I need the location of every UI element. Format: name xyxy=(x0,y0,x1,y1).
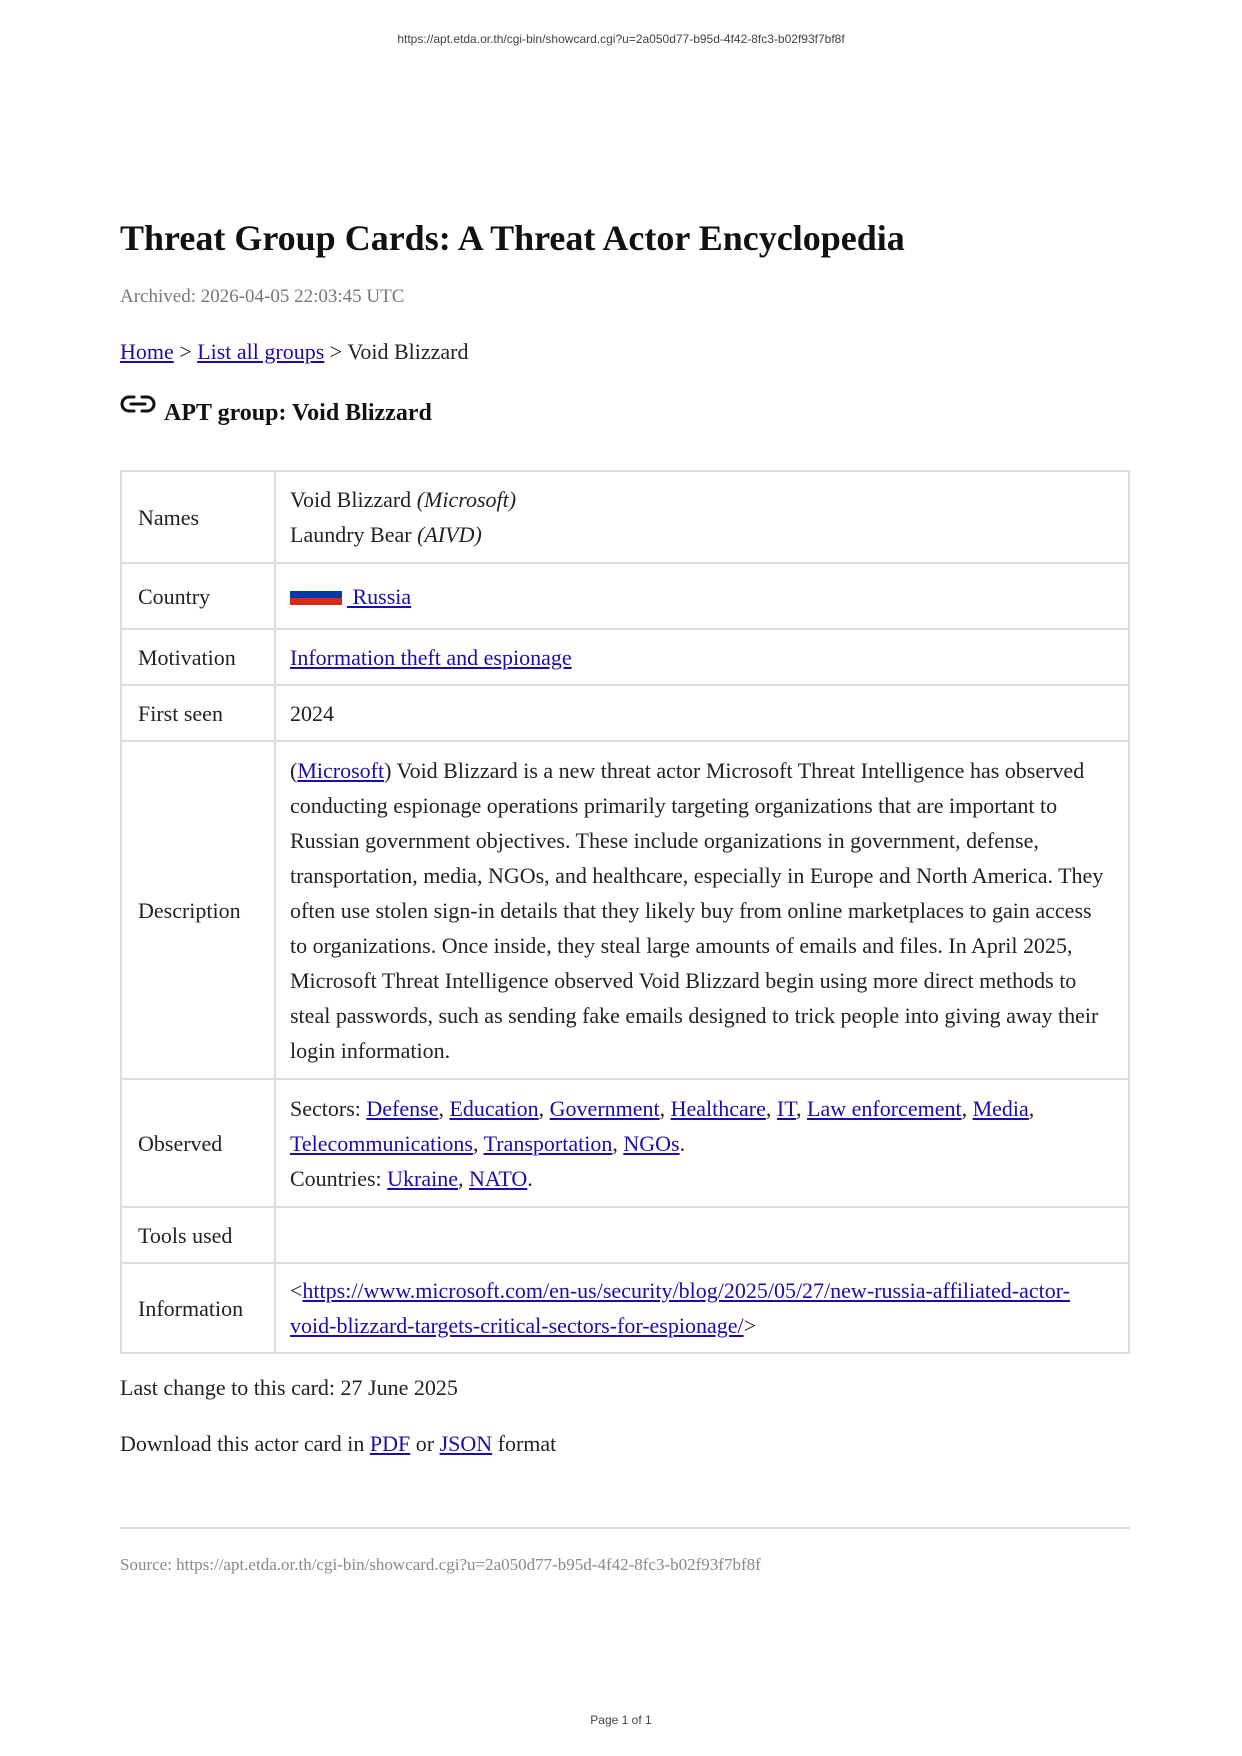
table-row-description xyxy=(121,741,1129,1079)
tools-value xyxy=(275,1207,1129,1263)
table-row-information xyxy=(121,1263,1129,1353)
table-row-observed xyxy=(121,1079,1129,1207)
information-url-link[interactable]: https://www.microsoft.com/en-us/security/blog/2025/05/27/new-russia-affiliated-actor-void-blizzard-targets-critical-sectors-for-espionage/ xyxy=(290,1278,1070,1338)
list-separator: , xyxy=(438,1095,450,1121)
list-separator: , xyxy=(1028,1095,1035,1121)
list-separator: . xyxy=(527,1165,533,1191)
list-separator: , xyxy=(458,1165,470,1191)
apt-group-heading xyxy=(120,400,432,427)
breadcrumb-home-link[interactable]: Home xyxy=(120,339,174,364)
divider xyxy=(120,1527,1130,1529)
table-row-motivation xyxy=(121,629,1129,685)
breadcrumb xyxy=(120,339,469,365)
table-row-country xyxy=(121,563,1129,629)
list-separator: , xyxy=(765,1095,777,1121)
information-value: <https://www.microsoft.com/en-us/security/blog/2025/05/27/new-russia-affiliated-actor-void-blizzard-targets-critical-sectors-for-espionage/> xyxy=(275,1263,1129,1353)
names-label: Names xyxy=(121,471,275,563)
observed-countries: Countries: Ukraine, NATO. xyxy=(290,1165,533,1191)
list-separator: , xyxy=(796,1095,808,1121)
name-entry: Laundry Bear (AIVD) xyxy=(290,522,482,547)
first-seen-label: First seen xyxy=(121,685,275,741)
description-value: (Microsoft) Void Blizzard is a new threat actor Microsoft Threat Intelligence has observed conducting espionage operations primarily targeting organizations that are important to Russian government objectives. These include organizations in government, defense, transportation, media, NGOs, and healthcare, especially in Europe and North America. They often use stolen sign-in details that they likely buy from online marketplaces to gain access to organizations. Once inside, they steal large amounts of emails and files. In April 2025, Microsoft Threat Intelligence observed Void Blizzard begin using more direct methods to steal passwords, such as sending fake emails designed to trick people into giving away their login information. xyxy=(275,741,1129,1079)
description-label: Description xyxy=(121,741,275,1079)
observed-sectors: Sectors: Defense, Education, Government, Healthcare, IT, Law enforcement, Media, Telecommunications, Transportation, NGOs. xyxy=(290,1095,1035,1156)
apt-heading-text: APT group: Void Blizzard xyxy=(164,400,432,426)
table-row-names xyxy=(121,471,1129,563)
json-download-link[interactable]: JSON xyxy=(439,1431,493,1456)
last-change-text: Last change to this card: 27 June 2025 xyxy=(120,1375,458,1400)
source-url: Source: https://apt.etda.or.th/cgi-bin/showcard.cgi?u=2a050d77-b95d-4f42-8fc3-b02f93f7bf8f xyxy=(120,1555,761,1574)
observed-label: Observed xyxy=(121,1079,275,1207)
sector-link-transportation[interactable]: Transportation xyxy=(483,1130,613,1156)
breadcrumb-separator: > xyxy=(173,339,198,364)
list-separator: , xyxy=(961,1095,973,1121)
list-separator: . xyxy=(679,1130,686,1156)
list-separator: , xyxy=(612,1130,624,1156)
russia-flag-icon xyxy=(290,584,342,606)
archived-timestamp: Archived: 2026-04-05 22:03:45 UTC xyxy=(120,286,405,307)
actor-card-table xyxy=(120,470,1130,1354)
sector-link-defense[interactable]: Defense xyxy=(366,1095,439,1121)
motivation-value xyxy=(275,629,1129,685)
country-label: Country xyxy=(121,563,275,629)
breadcrumb-separator: > xyxy=(324,339,348,364)
list-separator: , xyxy=(659,1095,671,1121)
sector-link-it[interactable]: IT xyxy=(776,1095,797,1121)
print-header-url: https://apt.etda.or.th/cgi-bin/showcard.cgi?u=2a050d77-b95d-4f42-8fc3-b02f93f7bf8f xyxy=(397,32,845,46)
download-line: Download this actor card in PDF or JSON format xyxy=(120,1431,557,1456)
motivation-link[interactable]: Information theft and espionage xyxy=(290,644,572,670)
table-row-first-seen xyxy=(121,685,1129,741)
name-entry: Void Blizzard (Microsoft) xyxy=(290,487,517,512)
table-row-tools xyxy=(121,1207,1129,1263)
sector-link-law-enforcement[interactable]: Law enforcement xyxy=(807,1095,962,1121)
sector-link-education[interactable]: Education xyxy=(449,1095,539,1121)
list-separator: , xyxy=(472,1130,484,1156)
list-separator: , xyxy=(538,1095,550,1121)
first-seen-value: 2024 xyxy=(275,685,1129,741)
country-link[interactable]: Russia xyxy=(290,584,411,609)
breadcrumb-current: Void Blizzard xyxy=(347,339,469,364)
sector-link-government[interactable]: Government xyxy=(549,1095,660,1121)
pdf-download-link[interactable]: PDF xyxy=(369,1431,411,1456)
country-value xyxy=(275,563,1129,629)
sector-link-healthcare[interactable]: Healthcare xyxy=(670,1095,766,1121)
link-icon[interactable] xyxy=(120,393,156,415)
sector-link-ngos[interactable]: NGOs xyxy=(623,1130,680,1156)
page-number: Page 1 of 1 xyxy=(590,1713,652,1727)
breadcrumb-list-link[interactable]: List all groups xyxy=(197,339,325,364)
page-title: Threat Group Cards: A Threat Actor Encyclopedia xyxy=(120,218,905,258)
sector-link-media[interactable]: Media xyxy=(972,1095,1029,1121)
observed-value xyxy=(275,1079,1129,1207)
names-value xyxy=(275,471,1129,563)
information-label: Information xyxy=(121,1263,275,1353)
motivation-label: Motivation xyxy=(121,629,275,685)
country-target-link-ukraine[interactable]: Ukraine xyxy=(387,1165,459,1191)
country-target-link-nato[interactable]: NATO xyxy=(469,1165,528,1191)
tools-label: Tools used xyxy=(121,1207,275,1263)
description-text: ) Void Blizzard is a new threat actor Microsoft Threat Intelligence has observed conducting espionage operations primarily targeting organizations that are important to Russian government objectives. These include organizations in government, defense, transportation, media, NGOs, and healthcare, especially in Europe and North America. They often use stolen sign-in details that they likely buy from online marketplaces to gain access to organizations. Once inside, they steal large amounts of emails and files. In April 2025, Microsoft Threat Intelligence observed Void Blizzard begin using more direct methods to steal passwords, such as sending fake emails designed to trick people into giving away their login information. xyxy=(290,757,1104,1063)
description-source-link[interactable]: Microsoft xyxy=(297,757,385,783)
sector-link-telecommunications[interactable]: Telecommunications xyxy=(290,1130,473,1156)
